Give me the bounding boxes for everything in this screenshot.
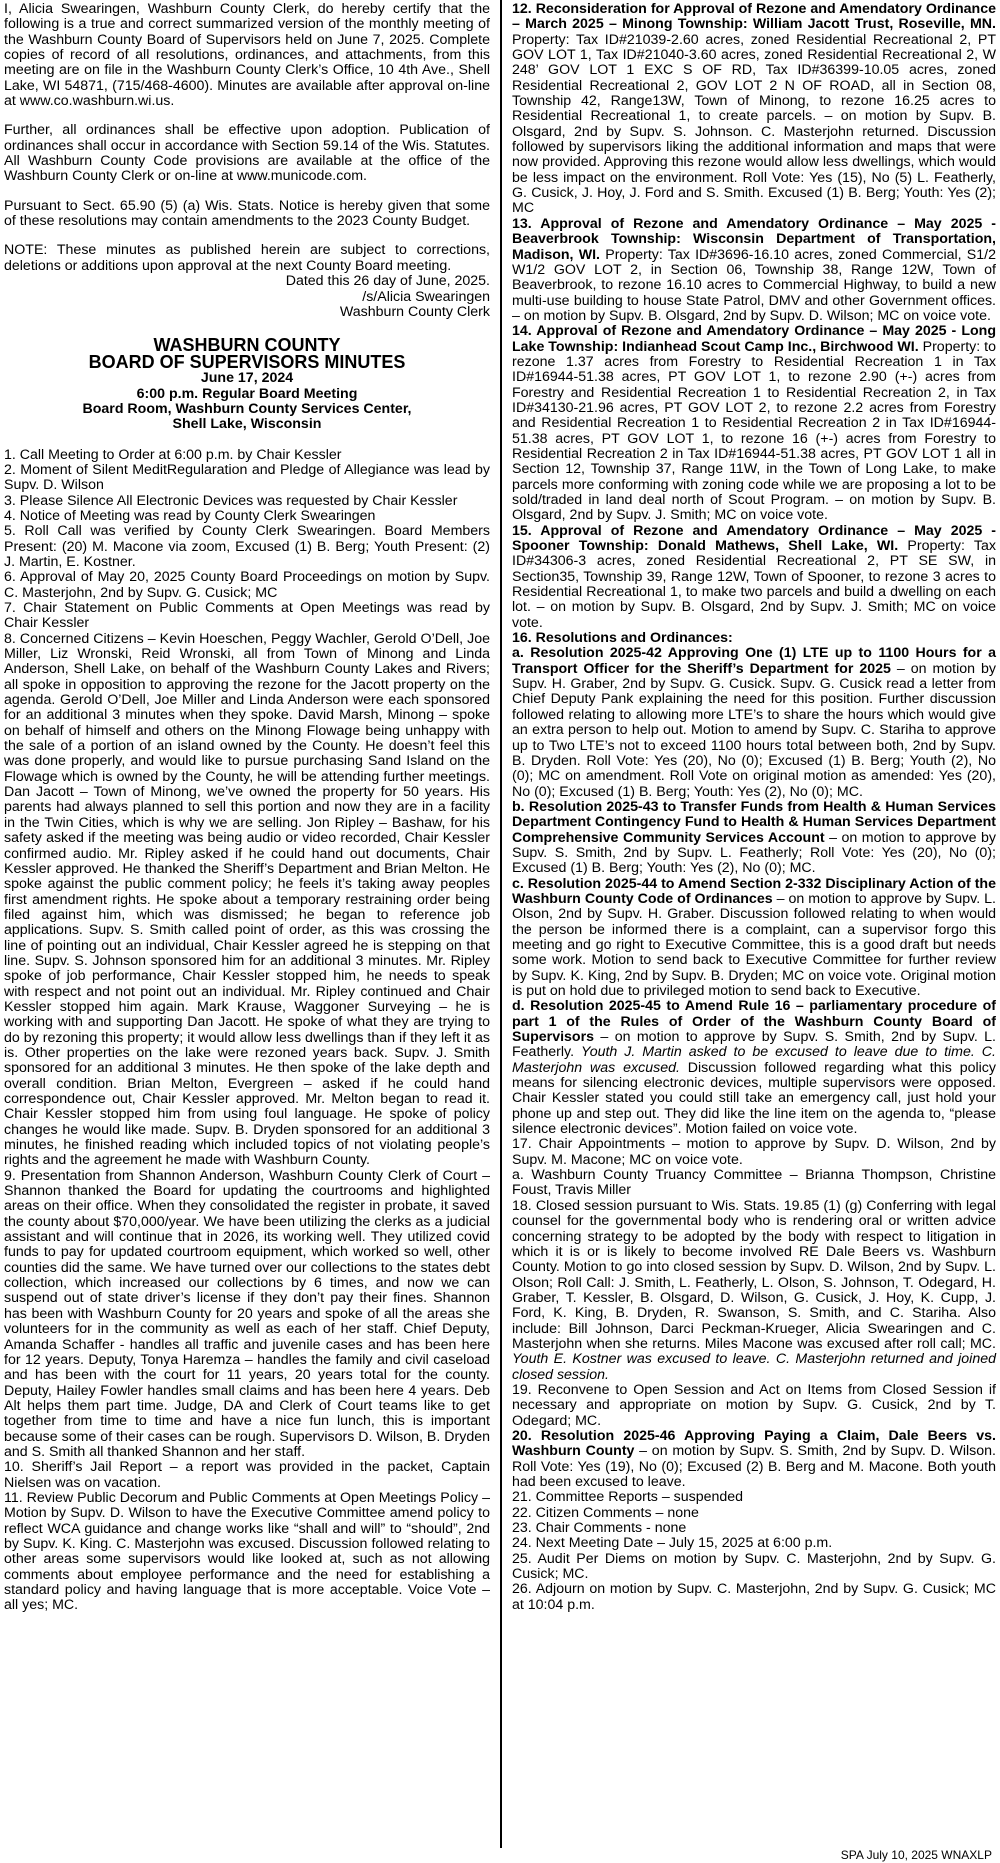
agenda-item-9: 9. Presentation from Shannon Anderson, Washburn County Clerk of Court – Shannon thanked the Board for updating the courtrooms and highlighted areas on their office. When they consolidated the register in probate, it saved the county about $70,000/year. We have been utilizing the clerks as a judicial assistant and will continue that in 2026, its working well. They utilized covid funds to pay for updated courtroom equipment, which worked so well, other counties did the same. We have turned over our collections to the states debt collection, which increased our collections by 6 times, and now we can suspend out of state driver’s license if they don’t pay their fines. Shannon has been with Washburn County for 20 years and spoke of all the areas she volunteers for in the community as well as each of her staff. Chief Deputy, Amanda Schaffer - handles all traffic and juvenile cases and has been here for 12 years. Deputy, Tonya Haremza – handles the family and civil caseload and has been with the court for 11 years, 20 years total for the county. Deputy, Hailey Fowler handles small claims and has been here 4 years. Deb Alt helps them part time. Judge, DA and Clerk of Court teams like to get together from time to time and have a nice fun lunch, this is important because some of their cases can be rough. Supervisors D. Wilson, B. Dryden and S. Smith all thanked Shannon and her staff.	[4, 1167, 490, 1460]
agenda-item-6: 6. Approval of May 20, 2025 County Board Proceedings on motion by Supv. C. Masterjohn, 2nd by Supv. G. Cusick; MC	[4, 569, 490, 601]
resolution-c	[512, 877, 996, 1000]
resolution-d-title: d. Resolution 2025-45 to Amend Rule 16 – parliamentary procedure of part 1 of the Rules of Order of the Washburn County Board of Supervisors	[512, 998, 996, 1046]
agenda-item-11: 11. Review Public Decorum and Public Comments at Open Meetings Policy – Motion by Supv. D. Wilson to have the Executive Committee amend policy to reflect WCA guidance and change works like “shall and will” to “should”, 2nd by Supv. K. King. C. Masterjohn was excused. Discussion followed relating to other areas some supervisors would like looked at, such as not allowing comments about employee performance and the need for establishing a standard policy and having language that is more acceptable. Voice Vote – all yes; MC.	[4, 1489, 490, 1614]
agenda-item-2: 2. Moment of Silent MeditRegularation and Pledge of Allegiance was lead by Supv. D. Wilson	[4, 461, 490, 494]
agenda-item-12-title: 12. Reconsideration for Approval of Rezone and Amendatory Ordinance – March 2025 – Minong Township: William Jacott Trust, Roseville, MN.	[512, 1, 996, 33]
column-divider	[500, 0, 502, 1848]
resolution-b	[512, 800, 996, 877]
agenda-item-7: 7. Chair Statement on Public Comments at Open Meetings was read by Chair Kessler	[4, 600, 490, 632]
agenda-item-13-title: 13. Approval of Rezone and Amendatory Ordinance – May 2025 - Beaverbrook Township: Wisconsin Department of Transportation, Madison, WI.	[512, 215, 996, 263]
agenda-item-20	[512, 1429, 996, 1490]
agenda-item-26: 26. Adjourn on motion by Supv. C. Masterjohn, 2nd by Supv. G. Cusick; MC at 10:04 p.m.	[512, 1581, 996, 1613]
resolution-d-note: Youth J. Martin asked to be excused to leave due to time. C. Masterjohn was excused.	[512, 1044, 996, 1076]
minutes-title-county: WASHBURN COUNTY	[153, 335, 341, 356]
minutes-title-board: BOARD OF SUPERVISORS MINUTES	[88, 352, 406, 373]
resolution-c-title: c. Resolution 2025-44 to Amend Section 2-332 Disciplinary Action of the Washburn County Code of Ordinances	[512, 875, 996, 907]
agenda-item-18-note: Youth E. Kostner was excused to leave. C. Masterjohn returned and joined closed session.	[512, 1351, 996, 1383]
agenda-item-15-title: 15. Approval of Rezone and Amendatory Ordinance – May 2025 - Spooner Township: Donald Mathews, Shell Lake, WI.	[512, 522, 996, 555]
agenda-item-25: 25. Audit Per Diems on motion by Supv. C. Masterjohn, 2nd by Supv. G. Cusick; MC.	[512, 1550, 996, 1583]
right-column	[512, 2, 996, 1613]
meeting-date: June 17, 2024	[200, 370, 294, 387]
agenda-item-12	[512, 2, 996, 217]
agenda-item-19: 19. Reconvene to Open Session and Act on Items from Closed Session if necessary and appropriate on motion by Supv. G. Cusick, 2nd by T. Odegard; MC.	[512, 1381, 996, 1429]
signature-line: /s/Alicia Swearingen	[362, 288, 490, 305]
resolution-d	[512, 999, 996, 1137]
publication-footer: SPA July 10, 2025 WNAXLP	[840, 1848, 992, 1862]
meeting-city: Shell Lake, Wisconsin	[172, 416, 322, 433]
dated-line: Dated this 26 day of June, 2025.	[285, 273, 490, 290]
agenda-item-22: 22. Citizen Comments – none	[512, 1504, 699, 1521]
agenda-item-13	[512, 217, 996, 324]
resolution-a-body: – on motion by Supv. H. Graber, 2nd by Supv. G. Cusick. Supv. G. Cusick read a letter from Chief Deputy Pank explaining the need for this position. Further discussion followed relating to allowing more LTE’s to share the hours which would give an extra person to help out. Motion to amend by Supv. C. Stariha to approve up to Two LTE’s not to exceed 1100 hours total between both, 2nd by Supv. B. Dryden. Roll Vote: Yes (20), No (0); Excused (1) B. Berg; Youth (2), No (0); MC on amendment. Roll Vote on original motion as amended: Yes (20), No (0); Excused (1) B. Berg; Youth: Yes (2), No (0); MC.	[512, 660, 996, 800]
resolution-a-title: a. Resolution 2025-42 Approving One (1) LTE up to 1100 Hours for a Transport Officer for the Sheriff’s Department for 2025	[512, 645, 996, 677]
agenda-item-1: 1. Call Meeting to Order at 6:00 p.m. by Chair Kessler	[4, 446, 342, 463]
agenda-item-17a: a. Washburn County Truancy Committee – Brianna Thompson, Christine Foust, Travis Miller	[512, 1167, 996, 1199]
agenda-item-15-body: Property: Tax ID#34306-3 acres, zoned Residential Recreational 2, PT SE SW, in Section35, Township 39, Range 12W, Town of Spooner, to rezone 3 acres to Residential Recreational 1, to make two parcels and build a dwelling on each lot. – on motion by Supv. B. Olsgard, 2nd by Supv. J. Smith; MC on voice vote.	[512, 538, 997, 631]
agenda-item-3: 3. Please Silence All Electronic Devices was requested by Chair Kessler	[4, 492, 458, 509]
agenda-item-16-title: 16. Resolutions and Ordinances:	[512, 630, 733, 647]
agenda-item-8: 8. Concerned Citizens – Kevin Hoeschen, Peggy Wachler, Gerold O’Dell, Joe Miller, Liz Wronski, Reid Wronski, all from Town of Minong and Linda Anderson, Shell Lake, on behalf of the Washburn County Lakes and Rivers; all spoke in opposition to approving the rezone for the Jacott property on the agenda. Gerold O’Dell, Joe Miller and Linda Anderson were each sponsored for an additional 3 minutes when they spoke. David Marsh, Minong – spoke on behalf of himself and others on the Minong Flowage being unhappy with the sale of a portion of an island owned by the County. He doesn’t feel this was done properly, and would like to pursue purchasing Sand Island on the Flowage which is owned by the County, he will be attending further meetings. Dan Jacott – Town of Minong, we’ve owned the property for 50 years. His parents had always planned to sell this portion and now they are in a facility in the Twin Cities, which is why we are selling. Jon Ripley – Bashaw, for his safety asked if the meeting was being audio or video recorded, Chair Kessler confirmed audio. Mr. Ripley asked if he could hand out documents, Chair Kessler approved. He thanked the Sheriff’s Department and Brian Melton. He spoke against the public comment policy; he feels it’s taking away peoples first amendment rights. He spoke about a temporary restraining order being filed against him, which was dismissed; he began to reference job applications. Supv. S. Smith called point of order, as this was crossing the line of pointing out an individual, Chair Kessler agreed he is stepping on that line. Supv. S. Johnson sponsored him for an additional 3 minutes. Mr. Ripley spoke of job performance, Chair Kessler stopped him, he needs to speak with respect and not point out an individual. Mr. Ripley continued and Chair Kessler stopped him again. Mark Krause, Waggoner Surveying – he is working with and supporting Dan Jacott. He spoke of what they are trying to do by rezoning this property; it would allow less dwellings than if they left it as is. Other properties on the lake were rezoned years back. Supv. J. Smith sponsored for an additional 3 minutes. He then spoke of the lake depth and overall condition. Brian Melton, Evergreen – asked if he could hand correspondence out, Chair Kessler approved. Mr. Melton began to read it. Chair Kessler stopped him from using foul language. He spoke of policy changes he would like made. Supv. B. Dryden sponsored for an additional 3 minutes, he finished reading which included topics of not violating people’s rights and the agreement he made with Washburn County.	[4, 630, 490, 1169]
agenda-item-14-title: 14. Approval of Rezone and Amendatory Ordinance – May 2025 - Long Lake Township: Indianhead Scout Camp Inc., Birchwood WI.	[512, 323, 996, 355]
agenda-item-13-body: Property: Tax ID#3696-16.10 acres, zoned Commercial, S1/2 W1/2 GOV LOT 2, in Section 06, Township 38, Range 12W, Town of Beaverbrook, to rezone 16.10 acres to Commercial Highway, to build a new multi-use building to house State Patrol, DMV and other Government offices. – on motion by Supv. B. Olsgard, 2nd by Supv. D. Wilson; MC on voice vote.	[512, 246, 996, 324]
agenda-item-12-body: Property: Tax ID#21039-2.60 acres, zoned Residential Recreational 2, PT GOV LOT 1, Tax ID#21040-3.60 acres, zoned Residential Recreational 2, W 248’ GOV LOT 1 EXC S OF RD, Tax ID#36399-10.05 acres, zoned Residential Recreational 2, GOV LOT 2 N OF ROAD, all in Section 08, Township 42, Range13W, Town of Minong, to rezone 16.25 acres to Residential Recreational 1, to create parcels. – on motion by Supv. B. Olsgard, 2nd by Supv. S. Johnson. C. Masterjohn returned. Discussion followed by supervisors liking the additional information and maps that were now provided. Approving this rezone would allow less dwellings, which would be less impact on the environment. Roll Vote: Yes (15), No (5) L. Featherly, G. Cusick, J. Hoy, J. Ford and S. Smith. Excused (1) B. Berg; Youth: Yes (2); MC	[512, 31, 996, 217]
agenda-item-15	[512, 524, 996, 631]
agenda-item-18	[512, 1199, 996, 1383]
agenda-item-20-body: – on motion by Supv. S. Smith, 2nd by Supv. D. Wilson. Roll Vote: Yes (19), No (0); Excused (2) B. Berg and M. Macone. Both youth had been excused to leave.	[512, 1443, 996, 1490]
agenda-item-16	[512, 631, 996, 646]
agenda-item-4: 4. Notice of Meeting was read by County Clerk Swearingen	[4, 507, 376, 524]
agenda-item-10: 10. Sheriff’s Jail Report – a report was provided in the packet, Captain Nielsen was on vacation.	[4, 1459, 490, 1491]
resolution-d-body-2: Discussion followed regarding what this policy means for silencing electronic devices, multiple supervisors were opposed. Chair Kessler stated you could still take an emergency call, just hold your phone up and step out. They did like the line item on the agenda to, “please silence electronic devices”. Motion failed on voice vote.	[512, 1059, 996, 1138]
agenda-item-23: 23. Chair Comments - none	[512, 1520, 687, 1537]
resolution-c-body: – on motion to approve by Supv. L. Olson, 2nd by Supv. H. Graber. Discussion followed relating to when would the person be informed there is a complaint, can a supervisor forgo this meeting and go right to Executive Committee, this is a good draft but needs some work. Motion to send back to Executive Committee for further review by Supv. K. King, 2nd by Supv. B. Dryden; MC on voice vote. Original motion is put on hold due to privileged motion to send back to Executive.	[512, 890, 996, 999]
agenda-item-14	[512, 324, 996, 523]
meeting-time: 6:00 p.m. Regular Board Meeting	[136, 385, 358, 402]
resolution-b-body: – on motion to approve by Supv. S. Smith, 2nd by Supv. L. Featherly; Roll Vote: Yes (20), No (0); Excused (1) B. Berg; Youth: Yes (2), No (0); MC.	[512, 829, 996, 877]
agenda-item-5: 5. Roll Call was verified by County Clerk Swearingen. Board Members Present: (20) M. Macone via zoom, Excused (1) B. Berg; Youth Present: (2) J. Martin, E. Kostner.	[4, 523, 490, 570]
agenda-item-24: 24. Next Meeting Date – July 15, 2025 at 6:00 p.m.	[512, 1535, 833, 1552]
resolution-a	[512, 646, 996, 799]
agenda-item-18-body: 18. Closed session pursuant to Wis. Stats. 19.85 (1) (g) Conferring with legal counsel for the governmental body who is rendering oral or written advice concerning strategy to be adopted by the body with respect to litigation in which it is or is likely to become involved RE Dale Beers vs. Washburn County. Motion to go into closed session by Supv. D. Wilson, 2nd by Supv. L. Olson; Roll Call: J. Smith, L. Featherly, L. Olson, S. Johnson, T. Odegard, H. Graber, T. Kessler, B. Olsgard, D. Wilson, G. Cusick, J. Hoy, K. Cupp, J. Ford, K. King, B. Dryden, R. Swanson, S. Smith, and C. Stariha. Also include: Bill Johnson, Darci Peckman-Krueger, Alicia Swearingen and C. Masterjohn when she returns. Miles Macone was excused after roll call; MC.	[512, 1197, 996, 1352]
note-paragraph: NOTE: These minutes as published herein are subject to corrections, deletions or additions upon approval at the next County Board meeting.	[4, 242, 490, 274]
left-column	[4, 2, 490, 1614]
resolution-d-body-1: – on motion to approve by Supv. S. Smith, 2nd by Supv. L. Featherly.	[512, 1029, 996, 1061]
meeting-location: Board Room, Washburn County Services Center,	[82, 400, 412, 417]
agenda-item-14-body: Property: to rezone 1.37 acres from Forestry to Residential Recreation 1 in Tax ID#16944-51.38 acres, PT GOV LOT 1, to rezone 2.90 (+-) acres from Forestry and Residential Recreation 1 to Residential Recreation 2, in Tax ID#34130-21.96 acres, PT GOV LOT 2, to rezone 2.2 acres from Forestry and Residential Recreation 1 to Residential Recreation 2 in Tax ID#16944-51.38 acres, PT GOV LOT 1, to rezone 16 (+-) acres from Forestry to Residential Recreation 2 in Tax ID#16944-51.38 acres, PT GOV LOT 1 all in Section 12, Township 37, Range 11W, in the Town of Long Lake, to make parcels more conforming with zoning code while we are proposing a lot to be sold/traded in land deal north of Scout Program. – on motion by Supv. B. Olsgard, 2nd by Supv. J. Smith; MC on voice vote.	[512, 338, 996, 524]
agenda-item-17: 17. Chair Appointments – motion to approve by Supv. D. Wilson, 2nd by Supv. M. Macone; MC on voice vote.	[512, 1136, 996, 1168]
certification-paragraph: I, Alicia Swearingen, Washburn County Clerk, do hereby certify that the following is a true and correct summarized version of the monthly meeting of the Washburn County Board of Supervisors held on June 7, 2025. Complete copies of record of all resolutions, ordinances, and attachments, from this meeting are on file in the Washburn County Clerk’s Office, 10 4th Ave., Shell Lake, WI 54871, (715/468-4600). Minutes are available after approval on-line at www.co.washburn.wi.us.	[4, 1, 490, 110]
ordinance-paragraph: Further, all ordinances shall be effective upon adoption. Publication of ordinances shall occur in accordance with Section 59.14 of the Wis. Statutes. All Washburn County Code provisions are available at the office of the Washburn County Clerk or on-line at www.municode.com.	[4, 122, 490, 185]
resolution-b-title: b. Resolution 2025-43 to Transfer Funds from Health & Human Services Department Contingency Fund to Health & Human Services Department Comprehensive Community Services Account	[512, 798, 996, 846]
budget-notice-paragraph: Pursuant to Sect. 65.90 (5) (a) Wis. Stats. Notice is hereby given that some of these resolutions may contain amendments to the 2023 County Budget.	[4, 197, 490, 230]
agenda-item-21: 21. Committee Reports – suspended	[512, 1489, 744, 1506]
signer-title: Washburn County Clerk	[339, 303, 490, 320]
agenda-item-20-title: 20. Resolution 2025-46 Approving Paying a Claim, Dale Beers vs. Washburn County	[512, 1427, 996, 1460]
